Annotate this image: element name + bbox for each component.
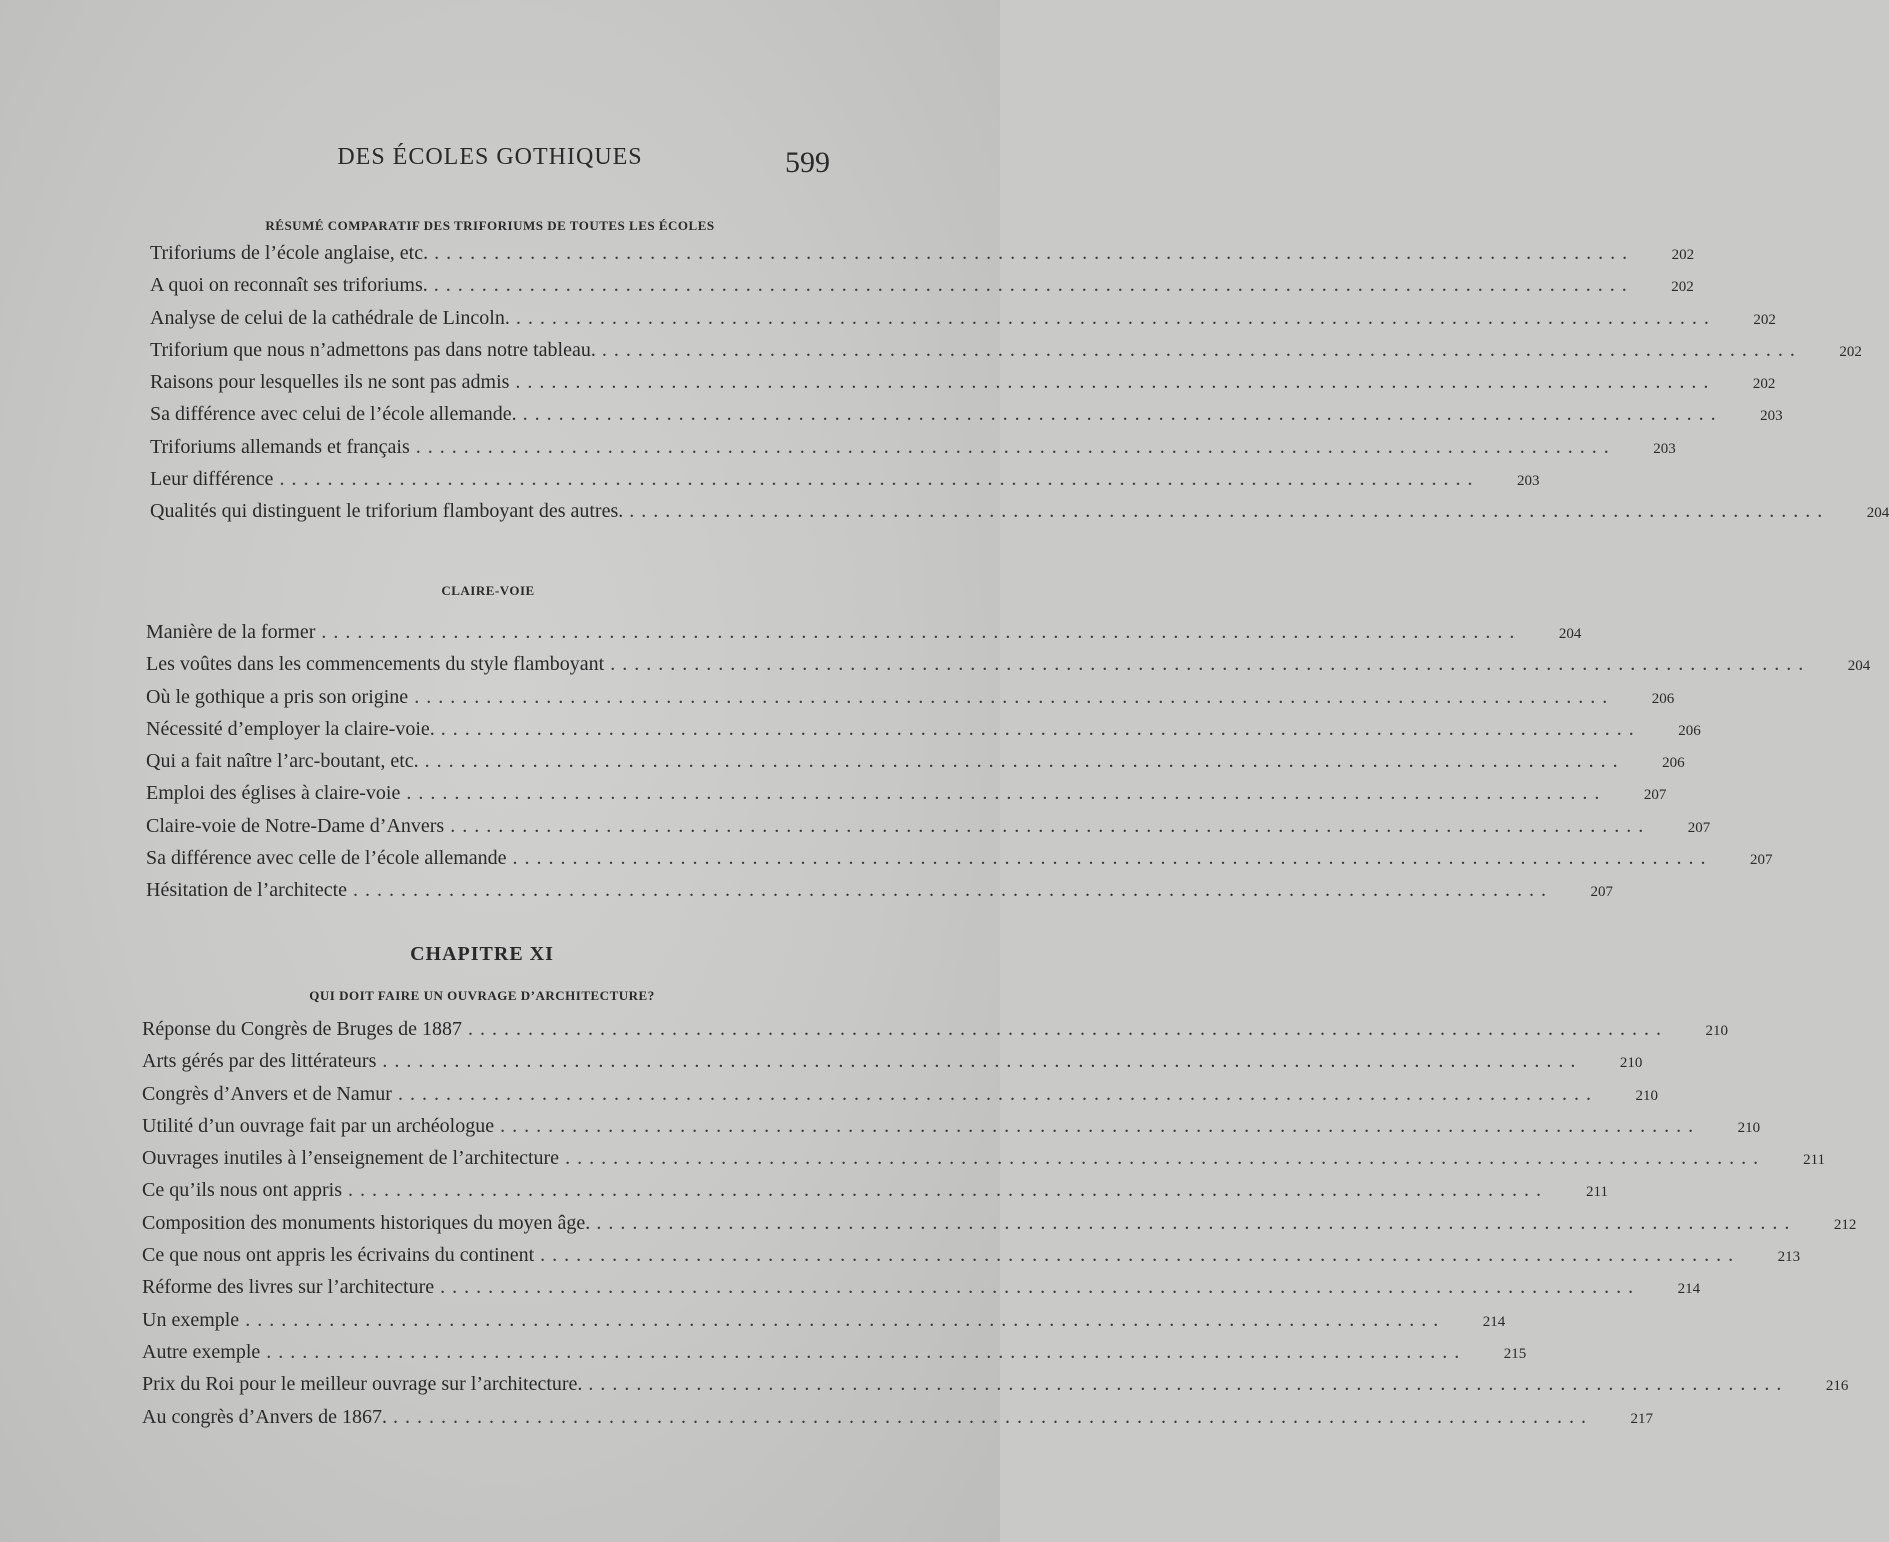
entry-page: 213 [1777, 1249, 1801, 1266]
toc-entry [150, 500, 1889, 532]
toc-entry [146, 685, 1675, 718]
running-title: DES ÉCOLES GOTHIQUES [337, 144, 643, 170]
entry-page: 202 [1671, 279, 1694, 296]
entry-page: 210 [1737, 1119, 1761, 1136]
entry-text: Composition des monuments historiques du moyen âge. [142, 1211, 591, 1234]
dot-leader: .................................................................................................... [353, 879, 1554, 902]
entry-text: Emploi des églises à claire-voie [146, 782, 401, 805]
entry-page: 202 [1753, 311, 1776, 328]
dot-leader: .................................................................................................... [414, 685, 1615, 708]
dot-leader: .................................................................................................... [434, 242, 1635, 264]
dot-leader: .................................................................................................... [266, 1340, 1467, 1363]
entry-text: Triforium que nous n’admettons pas dans notre tableau. [150, 338, 596, 361]
toc-entry [150, 435, 1676, 468]
dot-leader: .................................................................................................... [382, 1050, 1583, 1073]
dot-leader: .................................................................................................... [406, 782, 1607, 805]
toc-entry [146, 879, 1614, 911]
entry-text: Ouvrages inutiles à l’enseignement de l’architecture [142, 1147, 560, 1170]
entry-page: 216 [1825, 1378, 1849, 1395]
dot-leader: .................................................................................................... [392, 1405, 1593, 1428]
entry-page: 217 [1630, 1410, 1653, 1427]
entry-text: Claire-voie de Notre-Dame d’Anvers [146, 814, 445, 837]
entry-text: Nécessité d’employer la claire-voie. [146, 717, 435, 740]
dot-leader: .................................................................................................... [512, 847, 1713, 870]
dot-leader: .................................................................................................... [629, 500, 1830, 523]
toc-entry [150, 242, 1695, 274]
entry-page: 202 [1671, 247, 1695, 263]
entry-page: 211 [1803, 1152, 1826, 1169]
entry-text: Congrès d’Anvers et de Namur [142, 1082, 392, 1105]
section-heading: QUI DOIT FAIRE UN OUVRAGE D’ARCHITECTURE? [309, 988, 655, 1003]
toc-list [146, 621, 1871, 912]
toc-entry [146, 750, 1685, 782]
entry-page: 206 [1678, 722, 1701, 739]
entry-page: 202 [1752, 376, 1776, 393]
entry-text: Sa différence avec celui de l’école allemande. [150, 403, 517, 426]
toc-entry [142, 1340, 1527, 1373]
dot-leader: .................................................................................................... [588, 1373, 1789, 1396]
toc-entry [150, 306, 1776, 339]
toc-entry [146, 782, 1667, 814]
entry-page: 204 [1558, 626, 1582, 642]
entry-text: Triforiums de l’école anglaise, etc. [150, 242, 429, 264]
toc-entry [146, 814, 1711, 847]
toc-entry [142, 1211, 1857, 1244]
dot-leader: .................................................................................................... [440, 1276, 1641, 1299]
entry-text: Hésitation de l’architecte [146, 879, 348, 902]
dot-leader: .................................................................................................... [515, 306, 1716, 329]
dot-leader: .................................................................................................... [321, 621, 1522, 643]
toc-entry [150, 468, 1540, 500]
section-heading: CLAIRE-VOIE [441, 583, 535, 598]
entry-text: Un exemple [142, 1308, 240, 1331]
entry-page: 210 [1705, 1023, 1728, 1039]
entry-text: Réforme des livres sur l’architecture [142, 1276, 435, 1299]
toc-entry [142, 1373, 1849, 1405]
toc-entry [142, 1179, 1608, 1211]
entry-text: Réponse du Congrès de Bruges de 1887 [142, 1018, 462, 1040]
dot-leader: .................................................................................................... [515, 371, 1716, 394]
entry-page: 214 [1482, 1313, 1506, 1330]
section-heading: RÉSUMÉ COMPARATIF DES TRIFORIUMS DE TOUTES LES ÉCOLES [265, 218, 715, 233]
toc-entry [142, 1018, 1728, 1050]
toc-entry [142, 1050, 1643, 1082]
entry-text: Utilité d’un ouvrage fait par un archéologue [142, 1114, 495, 1137]
toc-list [150, 242, 1889, 533]
section-triforiums [150, 218, 1889, 533]
dot-leader: .................................................................................................... [348, 1179, 1548, 1202]
dot-leader: .................................................................................................... [540, 1244, 1741, 1267]
toc-entry [142, 1082, 1658, 1115]
entry-page: 203 [1653, 440, 1676, 457]
entry-page: 207 [1590, 884, 1614, 901]
toc-entry [142, 1147, 1826, 1179]
entry-page: 203 [1516, 473, 1540, 490]
entry-text: Au congrès d’Anvers de 1867. [142, 1405, 387, 1428]
dot-leader: .................................................................................................... [424, 750, 1625, 773]
entry-page: 203 [1760, 408, 1783, 425]
dot-leader: .................................................................................................... [245, 1308, 1446, 1331]
entry-text: A quoi on reconnaît ses triforiums. [150, 274, 428, 297]
entry-text: Sa différence avec celle de l’école allemande [146, 847, 507, 870]
entry-text: Qui a fait naître l’arc-boutant, etc. [146, 750, 419, 773]
toc-entry [150, 274, 1694, 306]
entry-page: 212 [1833, 1216, 1857, 1233]
toc-list [142, 1018, 1857, 1438]
entry-text: Qualités qui distinguent le triforium flamboyant des autres. [150, 500, 624, 523]
entry-page: 211 [1586, 1184, 1608, 1201]
page-header [150, 140, 830, 184]
entry-text: Où le gothique a pris son origine [146, 685, 409, 708]
entry-page: 207 [1687, 819, 1711, 836]
dot-leader: .................................................................................................... [440, 717, 1641, 740]
dot-leader: .................................................................................................... [601, 338, 1802, 361]
dot-leader: .................................................................................................... [565, 1147, 1766, 1170]
toc-entry [142, 1114, 1761, 1147]
entry-text: Analyse de celui de la cathédrale de Lincoln. [150, 306, 510, 329]
section-claire-voie [146, 583, 1871, 912]
entry-page: 204 [1847, 658, 1871, 675]
entry-page: 207 [1643, 787, 1667, 804]
dot-leader: .................................................................................................... [450, 814, 1651, 837]
toc-entry [146, 621, 1582, 653]
dot-leader: .................................................................................................... [500, 1114, 1701, 1137]
entry-text: Prix du Roi pour le meilleur ouvrage sur l’architecture. [142, 1373, 583, 1396]
dot-leader: .................................................................................................... [467, 1018, 1668, 1040]
page-number: 599 [785, 146, 830, 179]
dot-leader: .................................................................................................... [279, 468, 1480, 491]
entry-page: 206 [1651, 690, 1675, 707]
entry-page: 207 [1750, 852, 1773, 869]
dot-leader: .................................................................................................... [415, 435, 1616, 458]
entry-page: 214 [1677, 1281, 1701, 1298]
entry-text: Autre exemple [142, 1340, 261, 1363]
entry-text: Leur différence [150, 468, 274, 491]
entry-text: Arts gérés par des littérateurs [142, 1050, 377, 1073]
dot-leader: .................................................................................................... [433, 274, 1634, 297]
entry-text: Ce que nous ont appris les écrivains du continent [142, 1244, 535, 1267]
toc-entry [142, 1244, 1801, 1276]
entry-page: 210 [1619, 1055, 1643, 1072]
toc-entry [150, 371, 1776, 403]
section-chapter-xi [142, 943, 1857, 1438]
dot-leader: .................................................................................................... [522, 403, 1723, 426]
toc-entry [146, 653, 1871, 685]
entry-page: 215 [1503, 1345, 1527, 1362]
toc-entry [146, 717, 1701, 750]
chapter-title: CHAPITRE XI [410, 943, 554, 965]
entry-text: Raisons pour lesquelles ils ne sont pas admis [150, 371, 510, 394]
entry-text: Manière de la former [146, 621, 316, 643]
entry-page: 210 [1635, 1087, 1658, 1104]
toc-entry [150, 403, 1783, 435]
toc-entry [146, 847, 1773, 879]
entry-text: Les voûtes dans les commencements du style flamboyant [146, 653, 605, 676]
dot-leader: .................................................................................................... [397, 1082, 1598, 1105]
dot-leader: .................................................................................................... [596, 1211, 1797, 1234]
toc-entry [142, 1276, 1701, 1308]
toc-entry [150, 338, 1862, 371]
entry-text: Triforiums allemands et français [150, 435, 410, 458]
entry-page: 206 [1662, 755, 1685, 772]
toc-entry [142, 1308, 1506, 1341]
entry-text: Ce qu’ils nous ont appris [142, 1179, 342, 1202]
toc-entry [142, 1405, 1653, 1438]
dot-leader: .................................................................................................... [610, 653, 1811, 676]
entry-page: 202 [1839, 343, 1862, 360]
entry-page: 204 [1866, 505, 1889, 522]
